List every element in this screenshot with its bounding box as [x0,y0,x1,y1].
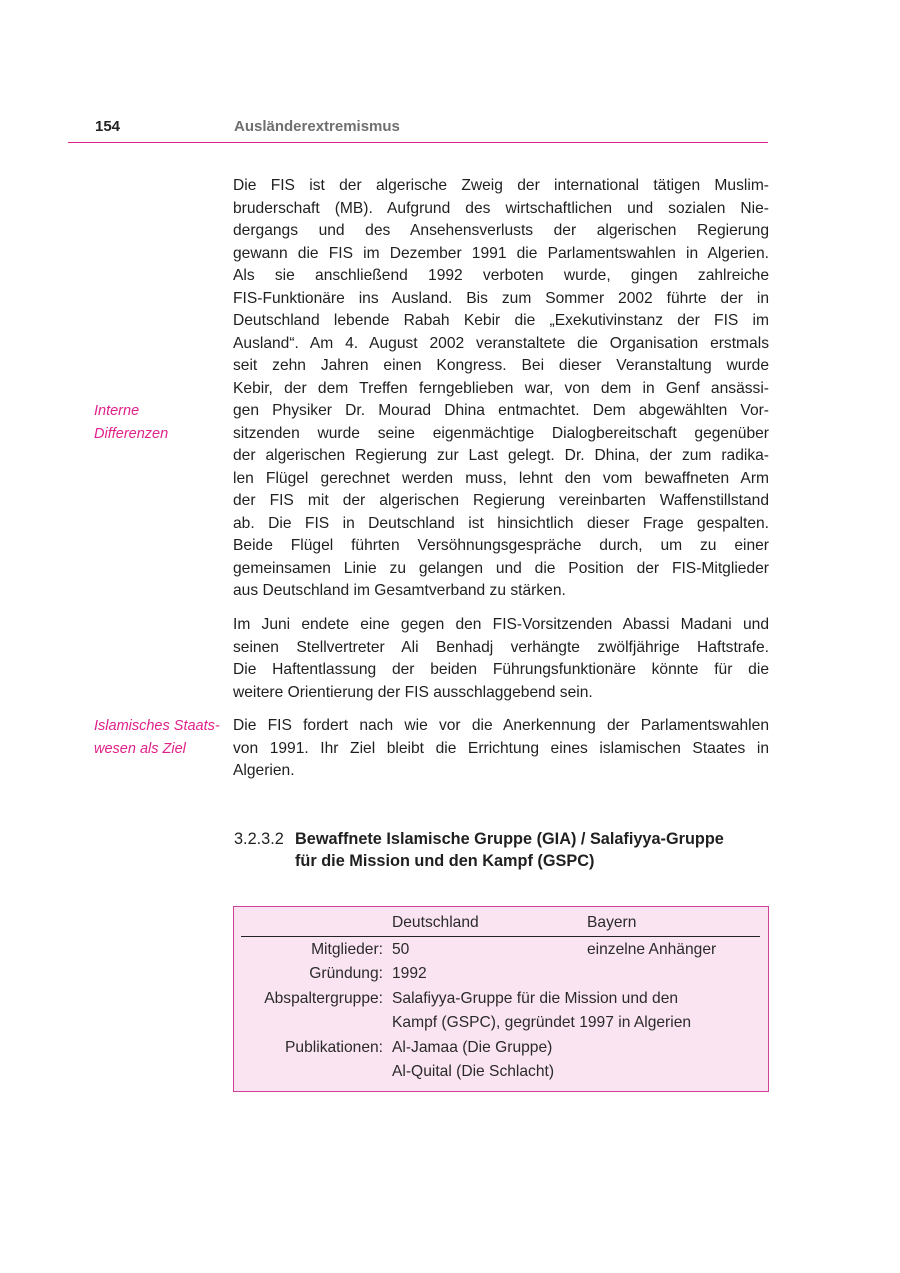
text-line: Beide Flügel führten Versöhnungsgespräche durch, um zu einer [233,537,769,554]
column-header-bayern: Bayern [587,914,637,931]
margin-note-islamisches-staatswesen [94,715,220,760]
text-line: weitere Orientierung der FIS ausschlaggebend sein. [233,683,593,701]
text-line: von 1991. Ihr Ziel bleibt die Errichtung eines islamischen Staates in [233,739,769,757]
value-mitglieder-deutschland: 50 [392,941,410,958]
value-gruendung: 1992 [392,965,427,982]
text-line: aus Deutschland im Gesamtverband zu stärken. [233,582,566,599]
text-line: bruderschaft (MB). Aufgrund des wirtschaftlichen und sozialen Nie- [233,199,769,217]
label-abspaltergruppe: Abspaltergruppe: [264,990,383,1007]
text-line: Ausland“. Am 4. August 2002 veranstaltete die Organisation erstmals [233,334,769,352]
facts-box [233,906,769,1092]
text-line: Im Juni endete eine gegen den FIS-Vorsitzenden Abassi Madani und [233,616,769,633]
text-line: gewann die FIS im Dezember 1991 die Parlamentswahlen in Algerien. [233,244,769,262]
page-number: 154 [95,118,121,135]
paragraph-fis-intro [233,175,769,603]
running-header [68,116,768,143]
text-line: len Flügel gerechnet werden muss, lehnt den vom bewaffneten Arm [233,469,769,487]
value-abspaltergruppe-cont: Kampf (GSPC), gegründet 1997 in Algerien [392,1014,692,1031]
value-mitglieder-bayern: einzelne Anhänger [587,941,717,958]
text-line: Kebir, der dem Treffen ferngeblieben war, von dem in Genf ansässi- [233,379,769,397]
paragraph-haftstrafe [233,614,769,704]
text-line: dergangs und des Ansehensverlusts der algerischen Regierung [233,222,769,239]
text-line: seinen Stellvertreter Ali Benhadj verhängte zwölfjährige Haftstrafe. [233,638,769,656]
section-title-line: für die Mission und den Kampf (GSPC) [295,852,595,870]
paragraph-ziel [233,715,769,783]
text-line: ab. Die FIS in Deutschland ist hinsichtlich dieser Frage gespalten. [233,514,769,532]
text-line: gen Physiker Dr. Mourad Dhina entmachtet. Dem abgewählten Vor- [233,402,769,419]
margin-note-interne-differenzen [94,400,168,445]
text-line: Deutschland lebende Rabah Kebir die „Exekutivinstanz der FIS im [233,312,769,329]
text-line: gemeinsamen Linie zu gelangen und die Position der FIS-Mitglieder [233,559,769,577]
margin-note-line: Differenzen [94,425,169,442]
section-title-line: Bewaffnete Islamische Gruppe (GIA) / Salafiyya-Gruppe [295,830,724,848]
text-line: Als sie anschließend 1992 verboten wurde, gingen zahlreiche [233,267,769,284]
running-title: Ausländerextremismus [234,118,400,135]
text-line: der algerischen Regierung zur Last gelegt. Dr. Dhina, der zum radika- [233,447,769,464]
margin-note-line: Interne [94,403,140,419]
text-line: der FIS mit der algerischen Regierung vereinbarten Waffenstillstand [233,492,769,509]
text-line: Die FIS ist der algerische Zweig der international tätigen Muslim- [233,177,769,194]
text-line: seit zehn Jahren einen Kongress. Bei dieser Veranstaltung wurde [233,357,769,374]
text-line: FIS-Funktionäre ins Ausland. Bis zum Sommer 2002 führte der in [233,289,769,307]
table-rule [241,936,760,937]
text-line: Algerien. [233,762,295,779]
margin-note-line: wesen als Ziel [94,740,186,757]
value-publikation: Al-Jamaa (Die Gruppe) [392,1039,553,1056]
text-line: Die FIS fordert nach wie vor die Anerkennung der Parlamentswahlen [233,717,769,734]
margin-note-line: Islamisches Staats- [94,718,220,734]
value-abspaltergruppe: Salafiyya-Gruppe für die Mission und den [392,990,679,1007]
label-publikationen: Publikationen: [285,1039,383,1056]
column-header-deutschland: Deutschland [392,914,479,931]
label-gruendung: Gründung: [309,965,383,982]
text-line: sitzenden wurde seine eigenmächtige Dialogbereitschaft gegenüber [233,424,769,442]
label-mitglieder: Mitglieder: [311,941,383,958]
value-publikation: Al-Quital (Die Schlacht) [392,1063,555,1080]
text-line: Die Haftentlassung der beiden Führungsfunktionäre könnte für die [233,661,769,678]
section-number: 3.2.3.2 [234,830,284,848]
